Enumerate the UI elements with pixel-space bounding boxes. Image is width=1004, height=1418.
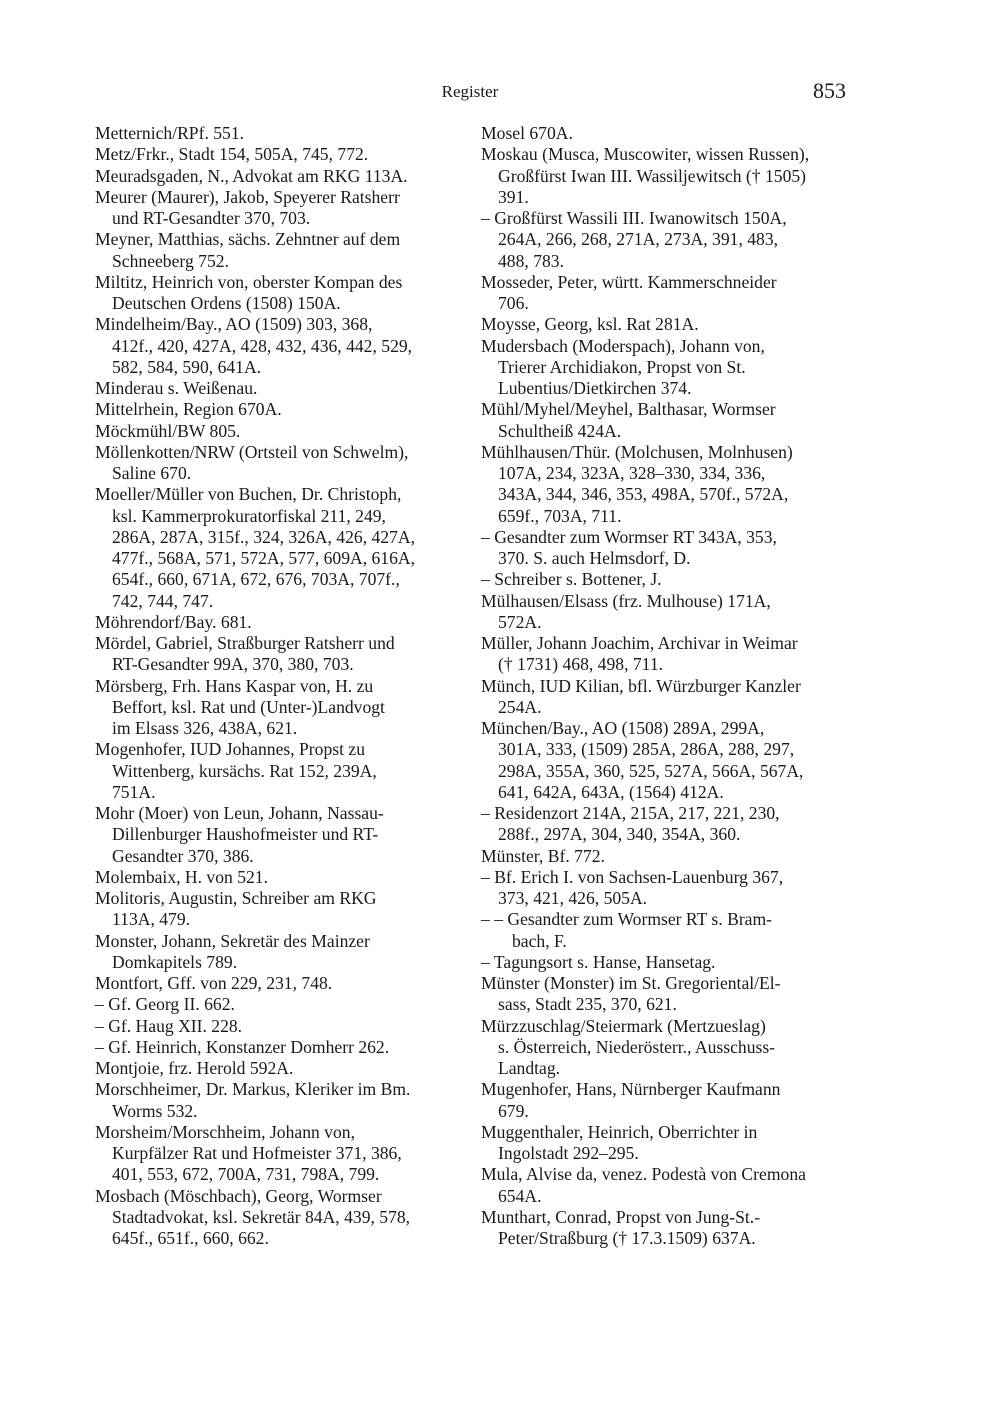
index-entry-heading-line: Möllenkotten/NRW (Ortsteil von Schwelm), — [95, 441, 409, 462]
index-entry-continuation-line: Trierer Archidiakon, Propst von St. — [498, 356, 746, 377]
index-entry-heading-line: Morschheimer, Dr. Markus, Kleriker im Bm. — [95, 1079, 411, 1100]
index-entry-heading-line: Meuradsgaden, N., Advokat am RKG 113A. — [95, 165, 408, 186]
index-entry — [95, 867, 475, 888]
index-entry — [481, 1016, 853, 1080]
index-entry-continuation-line: Stadtadvokat, ksl. Sekretär 84A, 439, 578, — [112, 1206, 411, 1227]
index-entry — [95, 888, 475, 931]
index-entry-continuation-line: Wittenberg, kursächs. Rat 152, 239A, — [112, 760, 377, 781]
index-entry-continuation-line: 654f., 660, 671A, 672, 676, 703A, 707f., — [112, 569, 400, 590]
index-entry-continuation-line: 477f., 568A, 571, 572A, 577, 609A, 616A, — [112, 548, 415, 568]
index-entry-continuation-line: 286A, 287A, 315f., 324, 326A, 426, 427A, — [112, 526, 415, 547]
index-entry-continuation-line: 679. — [498, 1100, 529, 1121]
index-entry-continuation-line: Landtag. — [498, 1058, 561, 1078]
index-entry-heading-line: Monster, Johann, Sekretär des Mainzer — [95, 930, 370, 951]
index-entry-continuation-line: ksl. Kammerprokuratorfiskal 211, 249, — [112, 505, 386, 526]
index-entry-continuation-line: 373, 421, 426, 505A. — [498, 888, 648, 908]
index-entry-heading-line: Mühlhausen/Thür. (Molchusen, Molnhusen) — [481, 441, 793, 462]
index-entry-continuation-line: s. Österreich, Niederösterr., Ausschuss- — [498, 1036, 776, 1057]
index-entry — [481, 909, 853, 952]
index-entry — [481, 846, 853, 867]
index-entry-continuation-line: 572A. — [498, 611, 542, 632]
index-entry-continuation-line: 107A, 234, 323A, 328–330, 334, 336, — [498, 463, 766, 483]
index-entry — [95, 314, 475, 378]
index-entry — [95, 484, 475, 612]
index-entry-continuation-line: Beffort, ksl. Rat und (Unter-)Landvogt — [112, 696, 385, 717]
index-entry — [95, 378, 475, 399]
index-entry-heading-line: Minderau s. Weißenau. — [95, 378, 258, 398]
index-entry — [481, 718, 853, 803]
index-entry-continuation-line: 391. — [498, 186, 529, 207]
index-entry-heading-line: Molembaix, H. von 521. — [95, 866, 268, 887]
index-entry-heading-line: – Gf. Haug XII. 228. — [95, 1015, 243, 1036]
index-entry — [481, 336, 853, 400]
index-entry — [95, 1016, 475, 1037]
index-entry — [481, 1122, 853, 1165]
index-entry-continuation-line: 412f., 420, 427A, 428, 432, 436, 442, 529, — [112, 335, 413, 356]
index-entry-heading-line: – – Gesandter zum Wormser RT s. Bram- — [481, 909, 773, 930]
index-entry — [95, 739, 475, 803]
index-entry-heading-line: Mittelrhein, Region 670A. — [95, 399, 282, 420]
index-entry — [481, 123, 853, 144]
index-entry-continuation-line: und RT-Gesandter 370, 703. — [112, 208, 311, 228]
index-entry — [481, 1207, 853, 1250]
index-entry-continuation-line: Domkapitels 789. — [112, 951, 238, 972]
index-entry-continuation-line: im Elsass 326, 438A, 621. — [112, 718, 298, 738]
index-entry-heading-line: – Gf. Georg II. 662. — [95, 994, 235, 1015]
index-entry-heading-line: – Großfürst Wassili III. Iwanowitsch 150A, — [481, 208, 787, 228]
index-entry-continuation-line: RT-Gesandter 99A, 370, 380, 703. — [112, 654, 354, 675]
index-entry-heading-line: Mula, Alvise da, venez. Podestà von Cremona — [481, 1164, 806, 1185]
index-entry-continuation-line: 401, 553, 672, 700A, 731, 798A, 799. — [112, 1164, 380, 1185]
index-entry — [95, 803, 475, 867]
header-title: Register — [441, 82, 499, 101]
index-entry-heading-line: Montjoie, frz. Herold 592A. — [95, 1058, 294, 1078]
index-entry-heading-line: Mosseder, Peter, württ. Kammerschneider — [481, 271, 777, 292]
index-entry-continuation-line: 645f., 651f., 660, 662. — [112, 1228, 269, 1248]
index-entry-heading-line: Mogenhofer, IUD Johannes, Propst zu — [95, 739, 365, 760]
index-entry-heading-line: Miltitz, Heinrich von, oberster Kompan des — [95, 271, 403, 292]
index-entry — [95, 1122, 475, 1186]
index-entry — [481, 591, 853, 634]
index-entry — [95, 973, 475, 994]
index-entry-continuation-line: 254A. — [498, 696, 542, 717]
index-entry-heading-line: Mühl/Myhel/Meyhel, Balthasar, Wormser — [481, 399, 776, 420]
index-entry — [481, 633, 853, 676]
index-entry — [95, 166, 475, 187]
index-entry-continuation-line: Peter/Straßburg († 17.3.1509) 637A. — [498, 1228, 756, 1248]
index-entry-continuation-line: 582, 584, 590, 641A. — [112, 356, 262, 377]
index-entry — [95, 187, 475, 230]
index-entry — [95, 421, 475, 442]
index-entry — [481, 803, 853, 846]
index-entry-heading-line: Münch, IUD Kilian, bfl. Würzburger Kanzler — [481, 675, 801, 696]
index-entry-heading-line: Möhrendorf/Bay. 681. — [95, 611, 252, 632]
index-entry-continuation-line: 298A, 355A, 360, 525, 527A, 566A, 567A, — [498, 760, 804, 781]
index-entry-heading-line: Müller, Johann Joachim, Archivar in Weimar — [481, 633, 798, 653]
index-entry — [481, 527, 853, 570]
index-entry-heading-line: – Bf. Erich I. von Sachsen-Lauenburg 367, — [481, 866, 784, 887]
index-entry-continuation-line: 654A. — [498, 1185, 542, 1206]
index-entry-continuation-line: 706. — [498, 293, 529, 313]
index-entry-heading-line: Mördel, Gabriel, Straßburger Ratsherr und — [95, 633, 395, 653]
index-entry-continuation-line: Ingolstadt 292–295. — [498, 1143, 639, 1163]
index-entry-heading-line: Morsheim/Morschheim, Johann von, — [95, 1121, 355, 1142]
index-entry — [481, 442, 853, 527]
index-entry — [95, 1058, 475, 1079]
index-entry-heading-line: Metternich/RPf. 551. — [95, 123, 245, 143]
index-entry — [95, 676, 475, 740]
index-entry-heading-line: Möckmühl/BW 805. — [95, 420, 241, 441]
index-entry-continuation-line: Schultheiß 424A. — [498, 420, 622, 441]
index-entry — [481, 1079, 853, 1122]
index-entry-continuation-line: 288f., 297A, 304, 340, 354A, 360. — [498, 824, 741, 845]
index-entry — [481, 272, 853, 315]
index-entry-continuation-line: Großfürst Iwan III. Wassiljewitsch († 1505) — [498, 165, 807, 186]
index-entry-continuation-line: 370. S. auch Helmsdorf, D. — [498, 548, 691, 568]
index-entry-heading-line: Moeller/Müller von Buchen, Dr. Christoph, — [95, 484, 402, 505]
index-entry — [481, 399, 853, 442]
index-entry-continuation-line: Saline 670. — [112, 463, 192, 483]
index-entry-continuation-line: Lubentius/Dietkirchen 374. — [498, 378, 692, 398]
index-entry — [95, 994, 475, 1015]
index-entry — [481, 208, 853, 272]
index-entry — [481, 314, 853, 335]
index-entry-continuation-line: 641, 642A, 643A, (1564) 412A. — [498, 781, 724, 802]
index-entry — [95, 1037, 475, 1058]
index-entry — [95, 633, 475, 676]
index-entry-continuation-line: sass, Stadt 235, 370, 621. — [498, 994, 677, 1015]
index-entry-heading-line: – Schreiber s. Bottener, J. — [481, 569, 662, 590]
index-entry-heading-line: – Residenzort 214A, 215A, 217, 221, 230, — [481, 803, 780, 823]
index-entry-heading-line: Metz/Frkr., Stadt 154, 505A, 745, 772. — [95, 144, 369, 165]
index-entry — [481, 867, 853, 910]
index-entry — [481, 144, 853, 208]
index-entry — [481, 952, 853, 973]
index-column-right — [481, 123, 853, 1249]
index-entry-continuation-line: 742, 744, 747. — [112, 590, 214, 611]
index-entry-continuation-line: Dillenburger Haushofmeister und RT- — [112, 824, 379, 845]
index-entry — [95, 1186, 475, 1250]
index-entry-heading-line: Molitoris, Augustin, Schreiber am RKG — [95, 888, 377, 908]
index-entry-continuation-line: 659f., 703A, 711. — [498, 505, 622, 526]
index-entry-heading-line: Mohr (Moer) von Leun, Johann, Nassau- — [95, 803, 384, 823]
index-entry-continuation-line: Worms 532. — [112, 1100, 198, 1121]
index-entry — [95, 1079, 475, 1122]
index-entry-continuation-line: 343A, 344, 346, 353, 498A, 570f., 572A, — [498, 484, 789, 505]
index-entry-heading-line: Mosbach (Möschbach), Georg, Wormser — [95, 1185, 382, 1206]
index-entry — [95, 272, 475, 315]
index-entry — [95, 442, 475, 485]
index-entry-heading-line: Münster, Bf. 772. — [481, 845, 605, 866]
index-entry-heading-line: Mürzzuschlag/Steiermark (Mertzueslag) — [481, 1015, 766, 1036]
index-entry — [95, 123, 475, 144]
index-entry-continuation-line: 751A. — [112, 781, 156, 802]
index-entry — [95, 229, 475, 272]
index-entry-continuation-line: 264A, 266, 268, 271A, 273A, 391, 483, — [498, 229, 779, 250]
index-entry-heading-line: Muggenthaler, Heinrich, Oberrichter in — [481, 1121, 758, 1142]
index-entry-heading-line: Moysse, Georg, ksl. Rat 281A. — [481, 314, 699, 335]
index-entry-heading-line: Meurer (Maurer), Jakob, Speyerer Ratsherr — [95, 186, 400, 207]
index-entry — [481, 676, 853, 719]
index-entry-continuation-line: Kurpfälzer Rat und Hofmeister 371, 386, — [112, 1143, 402, 1163]
index-entry-heading-line: Mudersbach (Moderspach), Johann von, — [481, 335, 765, 356]
index-entry-heading-line: Moskau (Musca, Muscowiter, wissen Russen), — [481, 144, 810, 165]
index-entry-heading-line: Münster (Monster) im St. Gregoriental/El- — [481, 973, 781, 993]
index-entry-continuation-line: († 1731) 468, 498, 711. — [498, 654, 664, 675]
index-entry-continuation-line: 301A, 333, (1509) 285A, 286A, 288, 297, — [498, 739, 795, 760]
index-entry-heading-line: – Gesandter zum Wormser RT 343A, 353, — [481, 526, 777, 547]
index-entry-continuation-line: 113A, 479. — [112, 909, 191, 930]
index-entry — [481, 569, 853, 590]
index-entry-heading-line: Meyner, Matthias, sächs. Zehntner auf dem — [95, 229, 401, 250]
index-entry — [95, 144, 475, 165]
index-entry-heading-line: Mörsberg, Frh. Hans Kaspar von, H. zu — [95, 675, 374, 696]
index-column-left — [95, 123, 475, 1249]
index-entry — [95, 399, 475, 420]
page-number: 853 — [813, 78, 846, 103]
index-entry-continuation-line: 488, 783. — [498, 250, 564, 271]
index-entry-heading-line: Mindelheim/Bay., AO (1509) 303, 368, — [95, 314, 373, 335]
index-entry-heading-line: Mugenhofer, Hans, Nürnberger Kaufmann — [481, 1079, 781, 1100]
index-entry-continuation-line: bach, F. — [512, 930, 567, 951]
index-entry-heading-line: Mosel 670A. — [481, 123, 573, 143]
index-entry — [95, 931, 475, 974]
index-entry-heading-line: Mülhausen/Elsass (frz. Mulhouse) 171A, — [481, 590, 771, 611]
index-entry — [95, 612, 475, 633]
index-entry-heading-line: München/Bay., AO (1508) 289A, 299A, — [481, 718, 765, 738]
index-entry-heading-line: Montfort, Gff. von 229, 231, 748. — [95, 973, 333, 993]
index-entry-continuation-line: Schneeberg 752. — [112, 250, 229, 271]
index-entry-heading-line: Munthart, Conrad, Propst von Jung-St.- — [481, 1206, 761, 1227]
index-entry-continuation-line: Deutschen Ordens (1508) 150A. — [112, 293, 341, 313]
index-entry — [481, 1164, 853, 1207]
index-entry — [481, 973, 853, 1016]
index-entry-continuation-line: Gesandter 370, 386. — [112, 845, 254, 866]
index-entry-heading-line: – Gf. Heinrich, Konstanzer Domherr 262. — [95, 1036, 390, 1057]
index-entry-heading-line: – Tagungsort s. Hanse, Hansetag. — [481, 951, 716, 972]
